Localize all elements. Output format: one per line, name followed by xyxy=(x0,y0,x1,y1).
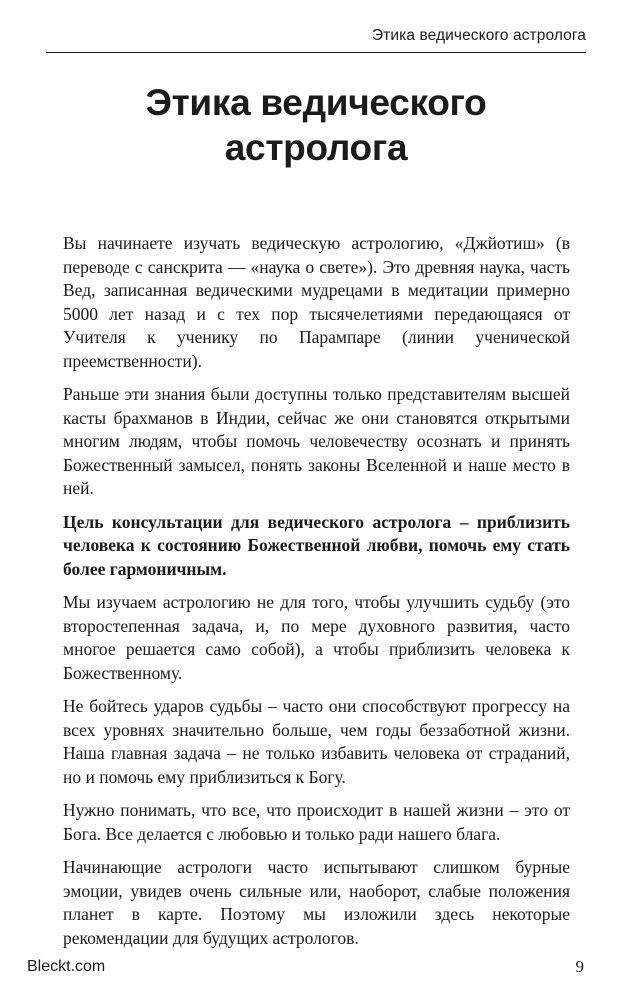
paragraph-fate: Не бойтесь ударов судьбы – часто они способствуют прогрессу на всех уровнях значительно больше, чем годы беззаботной жизни. Наша главная задача – не только избавить человека от страданий, но и помочь ему приблизиться к Богу. xyxy=(63,696,570,787)
footer-site-name: Bleckt.com xyxy=(27,958,106,975)
paragraph-from-god: Нужно понимать, что все, что происходит в нашей жизни – это от Бога. Все делается с любовью и только ради нашего блага. xyxy=(63,800,570,844)
paragraph-history: Раньше эти знания были доступны только представителям высшей касты брахманов в Индии, сейчас же они становятся открытыми многим людям, чтобы помочь человечеству осознать и принять Божественный замысел, понять законы Вселенной и наше место в ней. xyxy=(63,384,570,498)
paragraph-goal-bold: Цель консультации для ведического астролога – приблизить человека к состоянию Божественной любви, помочь ему стать более гармоничным. xyxy=(63,511,570,579)
chapter-title-line-1: Этика ведического xyxy=(145,82,487,123)
chapter-title-line-2: астролога xyxy=(224,127,408,168)
page-number: 9 xyxy=(575,957,584,976)
paragraph-intro: Вы начинаете изучать ведическую астрологию, «Джйотиш» (в переводе с санскрита — «наука о свете»). Это древняя наука, часть Вед, записанная ведическими мудрецами в медитации примерно 5000 лет назад и с тех пор тысячелетиями передающаяся от Учителя к ученику по Парампаре (линии ученической преемственности). xyxy=(63,233,570,371)
paragraph-recommendations: Начинающие астрологи часто испытывают слишком бурные эмоции, увидев очень сильные или, наоборот, слабые положения планет в карте. Поэтому мы изложили здесь некоторые рекомендации для будущих астрологов. xyxy=(63,857,570,948)
running-head: Этика ведического астролога xyxy=(46,26,586,53)
paragraph-purpose: Мы изучаем астрологию не для того, чтобы улучшить судьбу (это второстепенная задача, и, по мере духовного развития, часто многое решается само собой), а чтобы приблизить человека к Божественному. xyxy=(63,592,570,683)
chapter-title xyxy=(46,80,586,170)
body-text xyxy=(63,232,570,960)
